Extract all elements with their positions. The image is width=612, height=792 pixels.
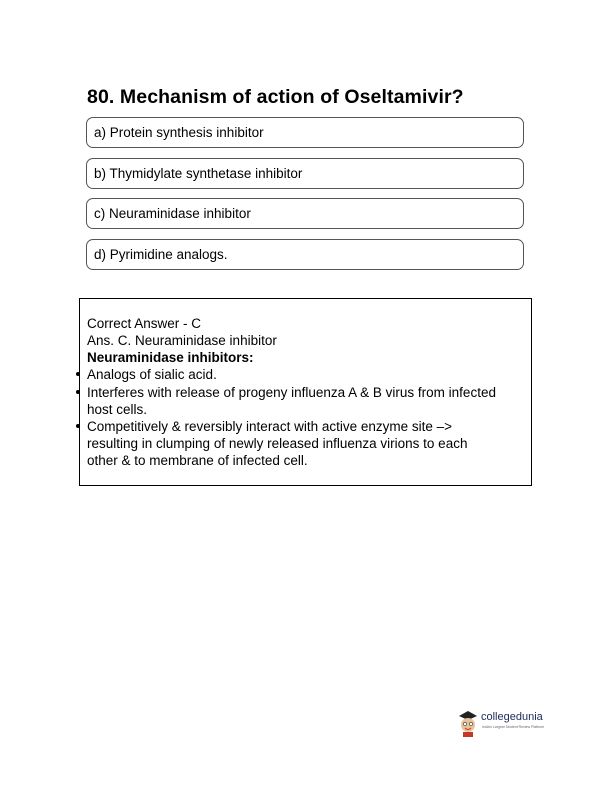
- bullet-line: resulting in clumping of newly released influenza virions to each: [87, 436, 468, 451]
- bullet-dot: [76, 372, 80, 376]
- bullet-line: Interferes with release of progeny influenza A & B virus from infected: [87, 385, 496, 400]
- mascot-icon: [457, 710, 479, 738]
- logo-text: collegedunia: [481, 711, 543, 723]
- option-c[interactable]: c) Neuraminidase inhibitor: [86, 198, 524, 229]
- option-a[interactable]: a) Protein synthesis inhibitor: [86, 117, 524, 148]
- bullet-dot: [76, 424, 80, 428]
- answer-explanation: Ans. C. Neuraminidase inhibitor: [87, 333, 277, 348]
- bullet-dot: [76, 390, 80, 394]
- bullet-line: host cells.: [87, 402, 148, 417]
- answer-heading: Neuraminidase inhibitors:: [87, 350, 254, 365]
- option-d[interactable]: d) Pyrimidine analogs.: [86, 239, 524, 270]
- question-title: 80. Mechanism of action of Oseltamivir?: [87, 86, 464, 108]
- collegedunia-logo: [457, 708, 557, 740]
- correct-answer: Correct Answer - C: [87, 316, 202, 331]
- bullet-line: Competitively & reversibly interact with active enzyme site –>: [87, 419, 453, 434]
- option-b[interactable]: b) Thymidylate synthetase inhibitor: [86, 158, 524, 189]
- logo-tagline: India's Largest Student Review Platform: [482, 725, 545, 729]
- bullet-line: Analogs of sialic acid.: [87, 367, 217, 382]
- bullet-line: other & to membrane of infected cell.: [87, 453, 308, 468]
